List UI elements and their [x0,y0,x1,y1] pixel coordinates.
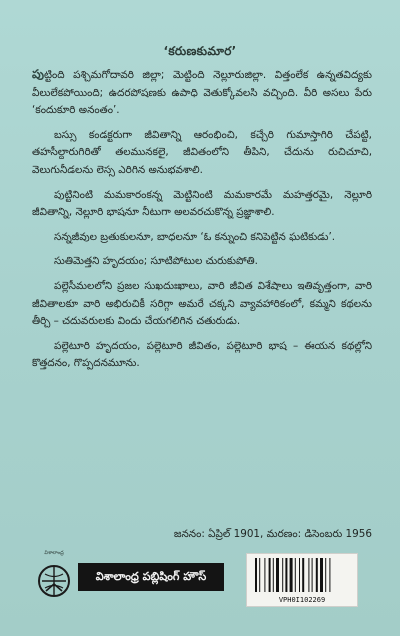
bio-paragraph-3: పుట్టినింటి మమకారంకన్న మెట్టినింటి మమకారమే మహత్తరమై, నెల్లూరి జీవితాన్ని, నెల్లూరి భాషనూ నీటుగా అలవరచుకొన్న ప్రజ్ఞాశాలి. [32,188,372,219]
bio-paragraph-1-text: ట్టింది పశ్చిమగోదావరి జిల్లా; మెట్టింది నెల్లూరుజిల్లా. విత్తంలేక ఉన్నతవిద్యకు వీలులేకపోయింది; ఉదరపోషణకు ఉపాధి వెతుక్కోవలసి వచ్చింది. వీరి అసలు పేరు ‘కందుకూరి అనంతం’. [32,69,372,117]
publisher-name: విశాలాంధ్ర పబ్లిషింగ్ హౌస్ [78,563,224,591]
author-heading: ‘కరుణకుమార’ [163,44,237,58]
author-bio [32,66,372,380]
logo-caption: విశాలాంధ్ర [44,550,64,556]
bio-paragraph-4: సన్నజీవుల బ్రతుకులనూ, బాధలనూ ‘ఓ కన్నుంచి కనిపెట్టిన ఘటికుడు’. [54,230,336,243]
drop-cap: పు [32,67,44,81]
birth-death-dates: జననం: ఏప్రిల్ 1901, మరణం: డిసెంబరు 1956 [173,528,372,540]
barcode [246,553,358,607]
publisher-logo [32,550,76,601]
publisher-block [32,550,372,605]
bio-paragraph-2: బస్సు కండక్టరుగా జీవితాన్ని ఆరంభించి, కచ్చేరి గుమాస్తాగిరి చేపట్టి, తహసీల్దారుగిరితో తలమునకలై, జీవితంలోని తీపిని, చేదును రుచిచూచి, వెలుగునీడలను లెస్స ఎరిగిన అనుభవశాలి. [32,128,372,176]
bio-paragraph-5: సుతిమెత్తని హృదయం; సూటిపోటుల చురుకుపోతి. [54,255,258,268]
barcode-number: VPH0I102269 [278,596,326,604]
barcode-icon [253,558,351,592]
bio-paragraph-7: పల్లెటూరి హృదయం, పల్లెటూరి జీవితం, పల్లెటూరి భాష – ఈయన కథల్లోని కొత్తదనం, గొప్పదనమూను. [32,339,372,370]
globe-logo-icon [32,557,76,601]
bio-paragraph-6: పల్లెసీమలలోని ప్రజల సుఖదుఃఖాలు, వారి జీవిత విశేషాలు ఇతివృత్తంగా, వారి జీవితాలకూ వారి అభిరుచికీ సరిగ్గా అమరే చక్కని వ్యావహారికంలో, కమ్మని కథలను తీర్చి – చదువరులకు విందు చేయగలిగిన చతురుడు. [32,279,372,328]
bio-paragraph-1 [32,66,372,120]
